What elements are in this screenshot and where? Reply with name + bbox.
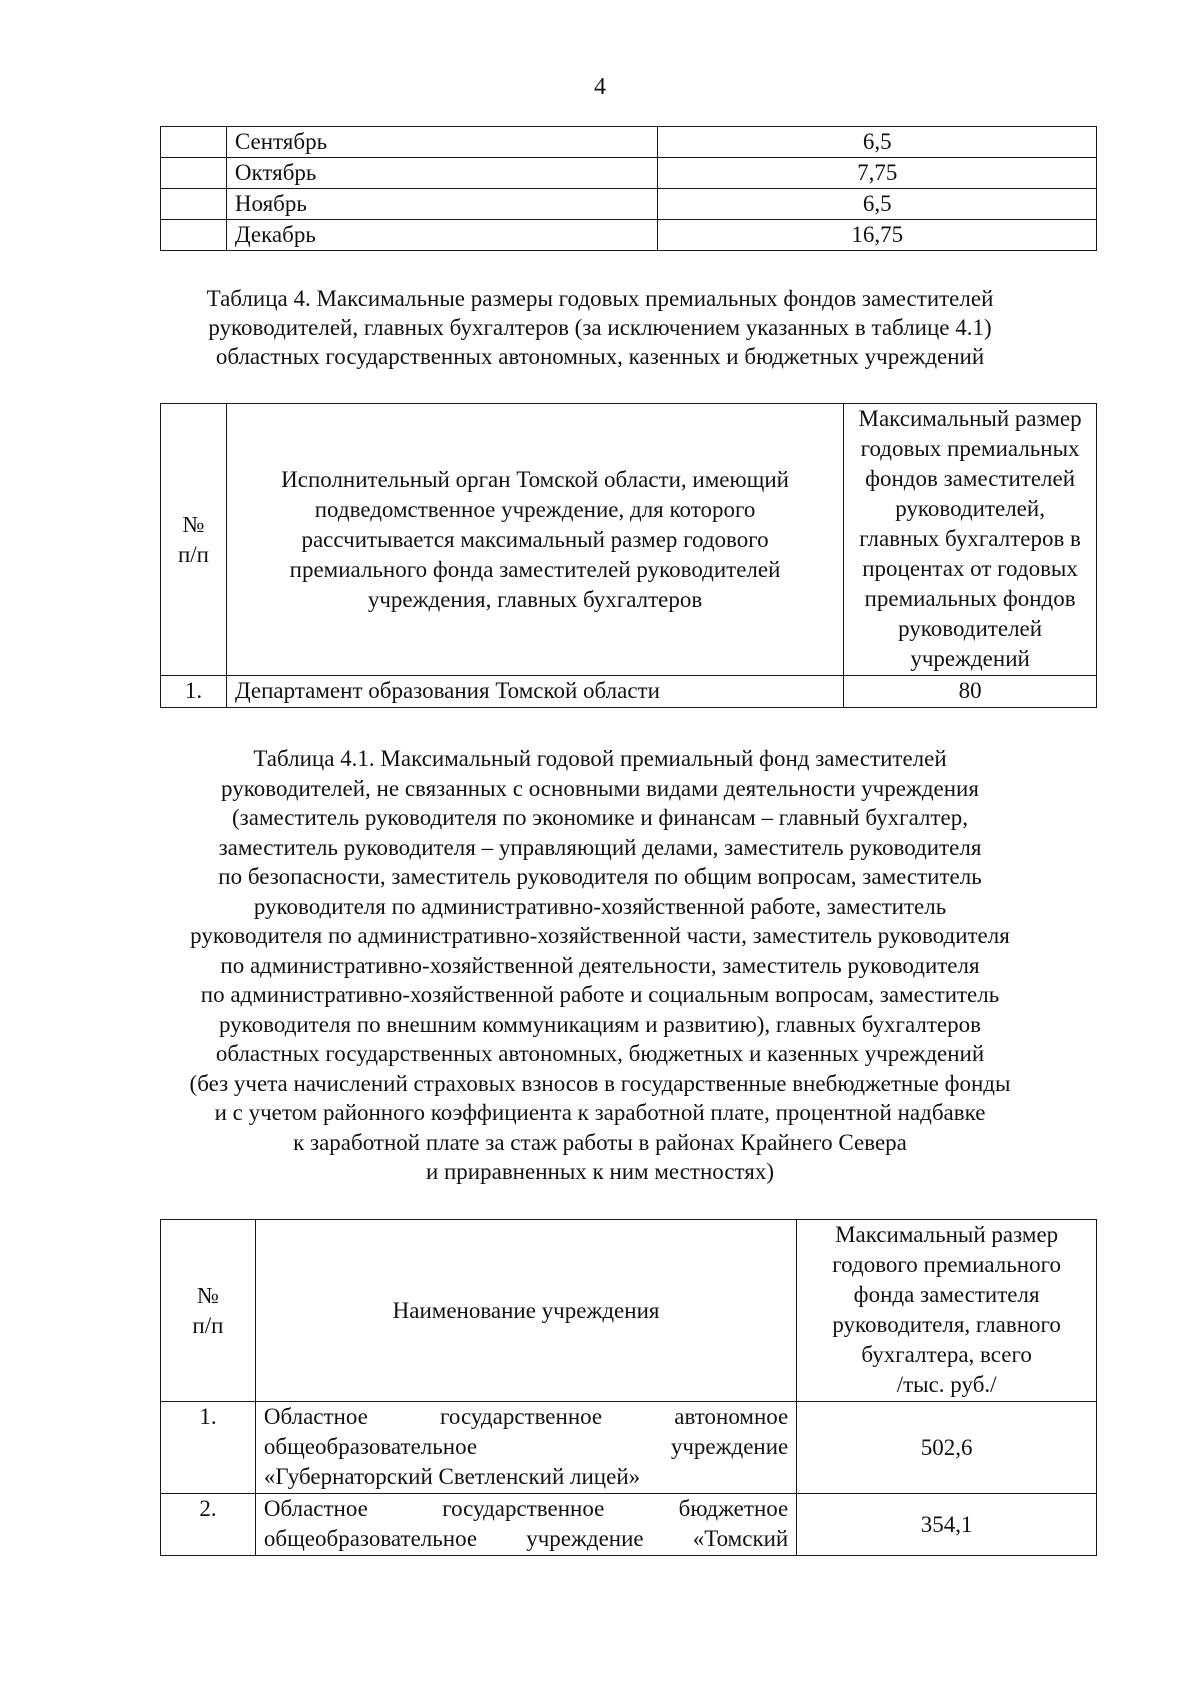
num-cell <box>161 220 227 251</box>
caption-line: заместитель руководителя – управляющий делами, заместитель руководителя <box>218 834 982 860</box>
num-cell: 2. <box>161 1494 256 1556</box>
header-line: руководителей, <box>895 496 1045 521</box>
caption-line: (заместитель руководителя по экономике и финансам – главный бухгалтер, <box>231 805 969 830</box>
caption-line: руководителя по внешним коммуникациям и развитию), главных бухгалтеров <box>218 1011 982 1037</box>
header-line: подведомственное учреждение, для которого <box>314 496 756 522</box>
value-cell: 6,5 <box>658 189 1097 220</box>
name-line: Областное государственное бюджетное <box>263 1496 789 1521</box>
num-cell: 1. <box>161 676 227 708</box>
value-cell: 80 <box>844 676 1097 708</box>
table-row <box>161 1402 1097 1494</box>
caption-line: руководителя по административно-хозяйственной части, заместитель руководителя <box>190 923 1010 948</box>
table-row <box>161 158 1097 189</box>
header-line: бухгалтера, всего <box>861 1342 1032 1367</box>
header-line: учреждений <box>910 646 1030 671</box>
table4 <box>160 403 1097 708</box>
header-line: руководителя, главного <box>832 1312 1061 1337</box>
value-cell: 502,6 <box>797 1402 1097 1494</box>
caption-line: руководителей, главных бухгалтеров (за исключением указанных в таблице 4.1) <box>208 315 992 340</box>
month-cell: Октябрь <box>226 158 658 189</box>
header-line: руководителей <box>898 616 1043 641</box>
months-table <box>160 126 1097 251</box>
header-num-cell <box>161 404 227 676</box>
table41-caption <box>100 744 1100 1187</box>
header-size-cell <box>797 1220 1097 1402</box>
value-cell: 6,5 <box>658 127 1097 158</box>
header-num-line: п/п <box>192 1312 224 1338</box>
caption-line: и приравненных к ним местностях) <box>425 1159 775 1184</box>
caption-line: руководителей, не связанных с основными видами деятельности учреждения <box>221 775 979 801</box>
caption-line: к заработной плате за стаж работы в районах Крайнего Севера <box>293 1129 907 1155</box>
caption-line: областных государственных автономных, казенных и бюджетных учреждений <box>215 344 985 369</box>
caption-line: Таблица 4.1. Максимальный годовой премиальный фонд заместителей <box>253 746 947 771</box>
organ-cell: Департамент образования Томской области <box>226 676 843 708</box>
name-line: общеобразовательное учреждение «Томский <box>263 1526 789 1551</box>
table-row <box>161 127 1097 158</box>
caption-line: областных государственных автономных, бюджетных и казенных учреждений <box>215 1041 985 1066</box>
name-line: общеобразовательное учреждение <box>263 1434 789 1459</box>
table-row <box>161 1494 1097 1556</box>
header-line: годовых премиальных <box>860 436 1080 461</box>
header-line: процентах от годовых <box>862 556 1078 581</box>
header-size-cell <box>844 404 1097 676</box>
num-cell: 1. <box>161 1402 256 1494</box>
table-row <box>161 189 1097 220</box>
caption-line: и с учетом районного коэффициента к заработной плате, процентной надбавке <box>214 1100 986 1125</box>
month-cell: Ноябрь <box>226 189 658 220</box>
table4-caption <box>100 284 1100 371</box>
header-line: Максимальный размер <box>835 1222 1059 1247</box>
header-line: фонда заместителя <box>853 1282 1040 1307</box>
caption-line: руководителя по административно-хозяйственной работе, заместитель <box>253 893 947 919</box>
table-header-row <box>161 404 1097 676</box>
name-cell <box>255 1402 796 1494</box>
header-num-line: п/п <box>177 541 209 567</box>
caption-line: по безопасности, заместитель руководителя по общим вопросам, заместитель <box>218 864 982 889</box>
table-row <box>161 676 1097 708</box>
header-line: Максимальный размер <box>858 406 1082 431</box>
caption-line: по административно-хозяйственной деятельности, заместитель руководителя <box>220 952 980 978</box>
table-header-row <box>161 1220 1097 1402</box>
header-line: фондов заместителей <box>865 466 1076 491</box>
caption-line: по административно-хозяйственной работе и социальным вопросам, заместитель <box>200 982 1000 1007</box>
value-cell: 16,75 <box>658 220 1097 251</box>
page-number: 4 <box>594 74 606 100</box>
value-cell: 354,1 <box>797 1494 1097 1556</box>
name-line: Областное государственное автономное <box>263 1404 789 1429</box>
table41 <box>160 1219 1097 1556</box>
header-organ-cell <box>226 404 843 676</box>
month-cell: Декабрь <box>226 220 658 251</box>
caption-line: (без учета начислений страховых взносов в государственные внебюджетные фонды <box>189 1070 1011 1096</box>
header-line: премиального фонда заместителей руководителей <box>289 556 781 582</box>
header-name-cell: Наименование учреждения <box>255 1220 796 1402</box>
header-line: премиальных фондов <box>864 586 1076 611</box>
name-cell <box>255 1494 796 1556</box>
table-row <box>161 220 1097 251</box>
header-line: /тыс. руб./ <box>896 1372 997 1397</box>
caption-line: Таблица 4. Максимальные размеры годовых премиальных фондов заместителей <box>206 286 994 311</box>
name-line: «Губернаторский Светленский лицей» <box>263 1464 641 1489</box>
header-line: годового премиального <box>832 1252 1061 1277</box>
header-line: рассчитывается максимальный размер годового <box>301 526 769 552</box>
header-num-cell <box>161 1220 256 1402</box>
header-line: учреждения, главных бухгалтеров <box>367 586 703 612</box>
value-cell: 7,75 <box>658 158 1097 189</box>
num-cell <box>161 127 227 158</box>
month-cell: Сентябрь <box>226 127 658 158</box>
header-line: главных бухгалтеров в <box>859 526 1081 551</box>
num-cell <box>161 158 227 189</box>
num-cell <box>161 189 227 220</box>
header-line: Исполнительный орган Томской области, имеющий <box>281 466 789 492</box>
header-num-line: № <box>196 1282 219 1308</box>
header-num-line: № <box>182 511 205 537</box>
